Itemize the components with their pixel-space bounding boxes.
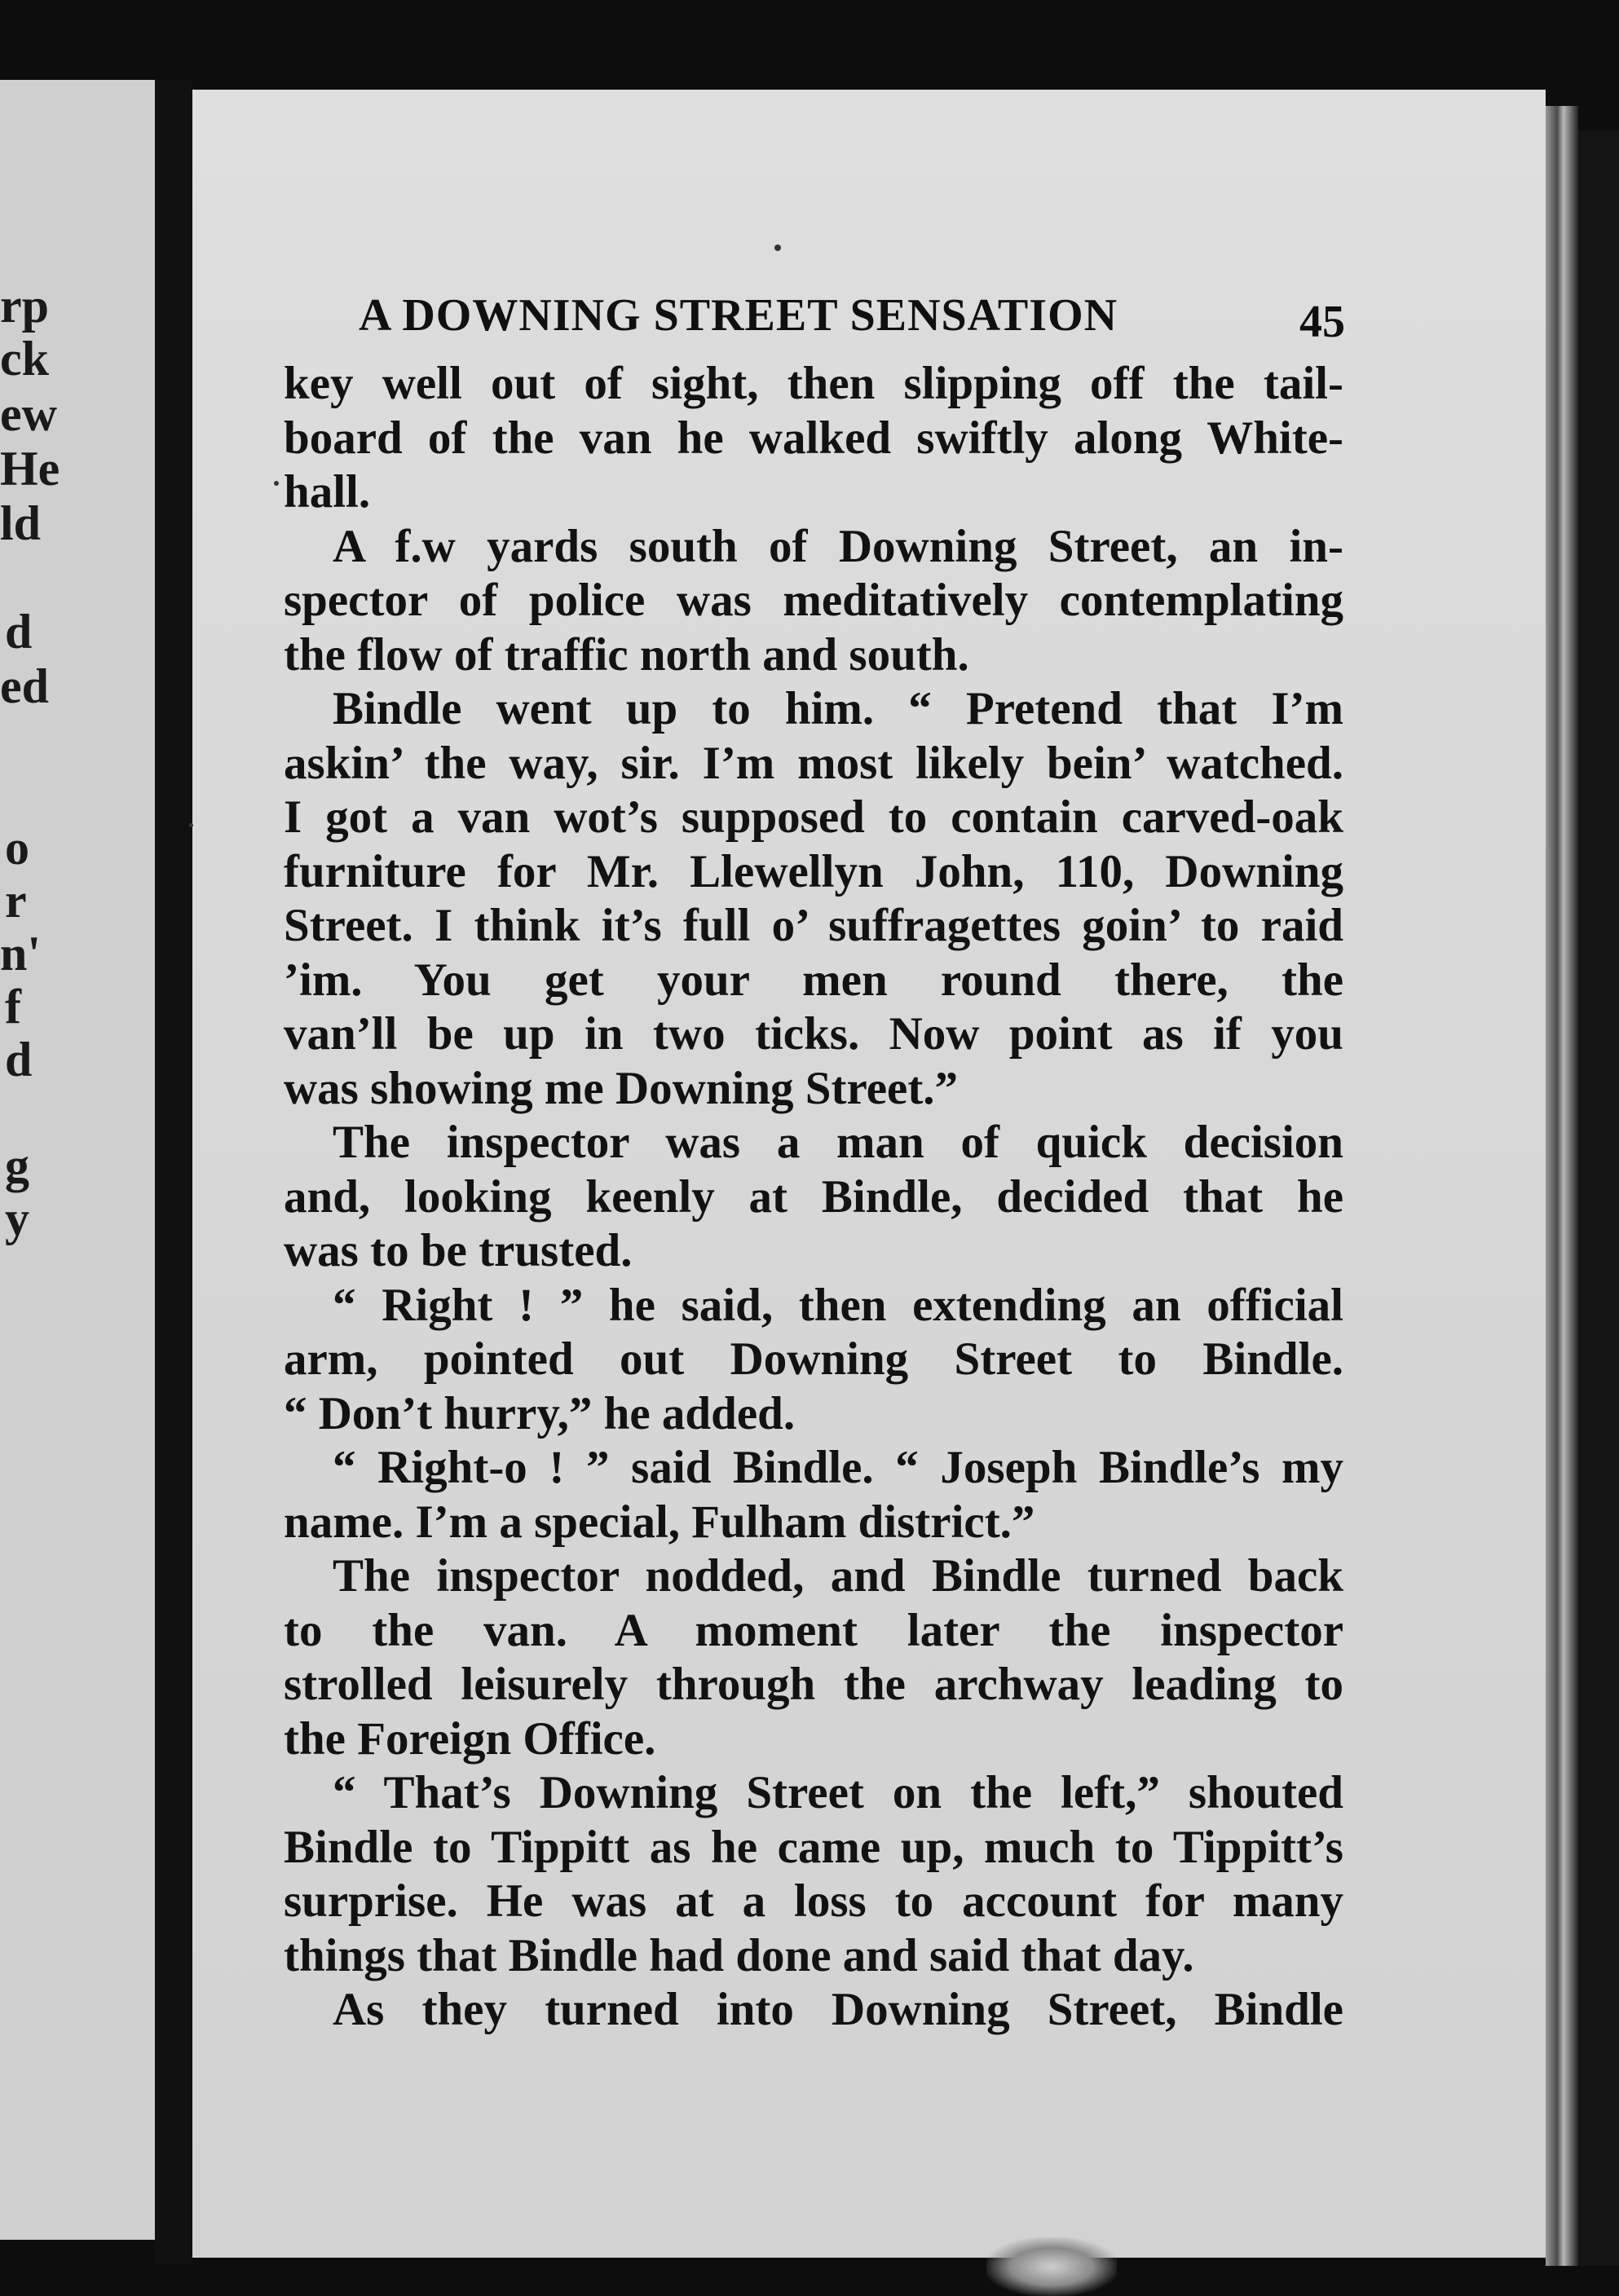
- text-line-wrapper: [284, 1062, 1343, 1117]
- text-line: hall.: [284, 466, 371, 518]
- text-line-wrapper: [284, 1821, 1343, 1875]
- text-line: The inspector nodded, and Bindle turned back: [333, 1550, 1343, 1602]
- text-line-wrapper: [284, 845, 1343, 900]
- facing-page-fragment: ed: [0, 659, 49, 713]
- facing-page-fragment: r: [5, 874, 27, 928]
- text-line: As they turned into Downing Street, Bindle: [333, 1984, 1343, 2035]
- text-line: spector of police was meditatively contemplating: [284, 575, 1343, 626]
- text-line-wrapper: [284, 1116, 1343, 1170]
- text-line: was showing me Downing Street.”: [284, 1062, 959, 1114]
- text-line-wrapper: [284, 520, 1343, 575]
- text-line: and, looking keenly at Bindle, decided that he: [284, 1170, 1343, 1223]
- text-line-wrapper: [284, 628, 1343, 683]
- text-line-wrapper: [284, 1766, 1343, 1821]
- text-line: van’ll be up in two ticks. Now point as if you: [284, 1008, 1343, 1060]
- dust-speck: [274, 481, 279, 486]
- text-line: ’im. You get your men round there, the: [284, 954, 1343, 1006]
- text-line-wrapper: [284, 1875, 1343, 1929]
- text-line: The inspector was a man of quick decision: [333, 1117, 1343, 1168]
- text-line-wrapper: [284, 1712, 1343, 1767]
- dust-speck: [189, 823, 193, 827]
- text-line: key well out of sight, then slipping off the tail-: [284, 358, 1343, 409]
- text-line: “ That’s Downing Street on the left,” shouted: [333, 1767, 1343, 1818]
- text-line: the flow of traffic north and south.: [284, 628, 969, 681]
- text-line-wrapper: [284, 1441, 1343, 1496]
- book-gutter: [155, 80, 192, 2264]
- text-line: askin’ the way, sir. I’m most likely bein’ watched.: [284, 737, 1343, 789]
- text-line: Street. I think it’s full o’ suffragettes goin’ to raid: [284, 900, 1343, 951]
- text-line-wrapper: [284, 791, 1343, 845]
- facing-page-fragment: ld: [0, 496, 42, 550]
- text-line: surprise. He was at a loss to account for many: [284, 1875, 1343, 1927]
- text-line: arm, pointed out Downing Street to Bindle.: [284, 1333, 1343, 1385]
- book-cover-edge: [1578, 130, 1619, 2266]
- text-line: “ Right ! ” he said, then extending an official: [333, 1279, 1343, 1331]
- text-line-wrapper: [284, 682, 1343, 737]
- text-line-wrapper: [284, 1496, 1343, 1550]
- text-line-wrapper: [284, 1658, 1343, 1712]
- text-line-wrapper: [284, 1549, 1343, 1604]
- running-head: [359, 289, 1345, 355]
- text-line: name. I’m a special, Fulham district.”: [284, 1496, 1035, 1548]
- text-line-wrapper: [284, 1333, 1343, 1387]
- chapter-title: A DOWNING STREET SENSATION: [359, 290, 1118, 341]
- facing-page-fragment: f: [5, 980, 21, 1033]
- text-line: the Foreign Office.: [284, 1712, 656, 1765]
- text-line: “ Right-o ! ” said Bindle. “ Joseph Bindle’s my: [333, 1442, 1343, 1493]
- text-line-wrapper: [284, 737, 1343, 791]
- text-line-wrapper: [284, 412, 1343, 466]
- facing-page-edge: [0, 80, 155, 2240]
- text-line-wrapper: [284, 1387, 1343, 1442]
- text-line: strolled leisurely through the archway leading to: [284, 1659, 1343, 1710]
- text-line: board of the van he walked swiftly along White-: [284, 412, 1343, 464]
- page-number: 45: [1299, 297, 1345, 347]
- body-text: [284, 357, 1343, 2038]
- facing-page-fragment: g: [5, 1139, 29, 1192]
- text-line: Bindle went up to him. “ Pretend that I’m: [333, 683, 1343, 734]
- text-line-wrapper: [284, 899, 1343, 954]
- facing-page-fragment: n': [0, 927, 42, 981]
- text-line: “ Don’t hurry,” he added.: [284, 1387, 796, 1439]
- facing-page-fragment: He: [0, 442, 60, 496]
- text-line-wrapper: [284, 1929, 1343, 1984]
- text-line-wrapper: [284, 1604, 1343, 1659]
- facing-page-fragment: ew: [0, 387, 57, 441]
- text-line-wrapper: [284, 357, 1343, 412]
- text-line: furniture for Mr. Llewellyn John, 110, Downing: [284, 845, 1343, 897]
- text-line-wrapper: [284, 1170, 1343, 1225]
- facing-page-fragment: ck: [0, 332, 49, 386]
- text-line-wrapper: [284, 1983, 1343, 2038]
- dust-speck: [774, 245, 781, 251]
- text-line: Bindle to Tippitt as he came up, much to Tippitt’s: [284, 1821, 1343, 1873]
- facing-page-fragment: d: [5, 605, 33, 659]
- text-line-wrapper: [284, 1224, 1343, 1279]
- text-line: things that Bindle had done and said that day.: [284, 1929, 1194, 1981]
- text-line: to the van. A moment later the inspector: [284, 1604, 1343, 1656]
- text-line: was to be trusted.: [284, 1225, 633, 1276]
- facing-page-fragment: rp: [0, 279, 49, 333]
- text-line-wrapper: [284, 1279, 1343, 1333]
- scan-blemish: [986, 2237, 1117, 2296]
- facing-page-fragment: d: [5, 1033, 33, 1086]
- facing-page-fragment: o: [5, 821, 29, 875]
- text-line-wrapper: [284, 954, 1343, 1008]
- page-edge-right: [1546, 106, 1578, 2266]
- text-line: A f.w yards south of Downing Street, an in-: [333, 520, 1343, 572]
- text-line-wrapper: [284, 1007, 1343, 1062]
- text-line-wrapper: [284, 574, 1343, 628]
- text-line: I got a van wot’s supposed to contain carved-oak: [284, 791, 1343, 843]
- text-line-wrapper: [284, 465, 1343, 520]
- facing-page-fragment: y: [5, 1192, 29, 1245]
